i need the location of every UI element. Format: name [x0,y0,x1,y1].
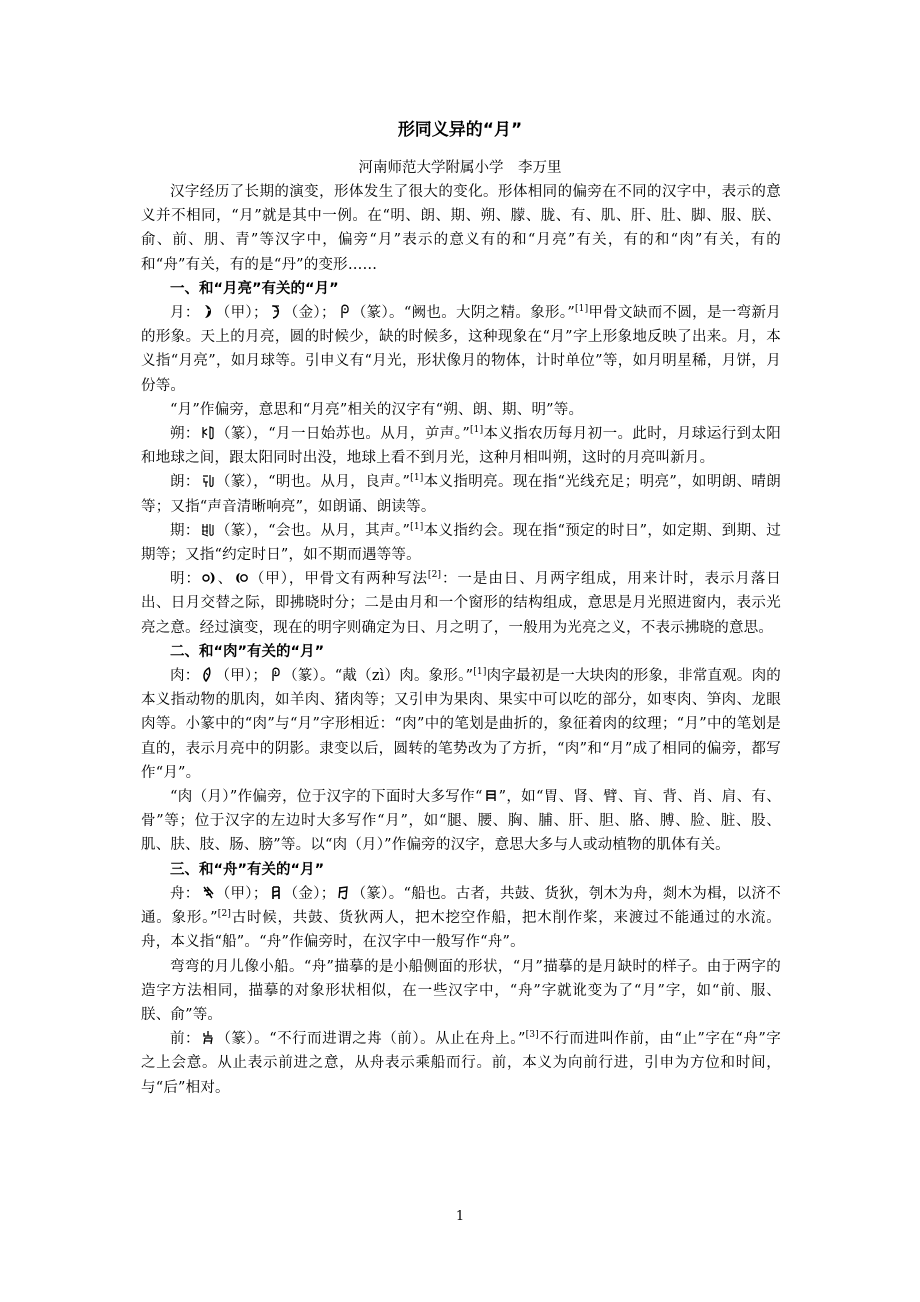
paragraph-rou: 肉： （甲）； （篆）。“胾（zì）肉。象形。”[1]肉字最初是一大块肉的形象，非常直观。肉的本义指动物的肌肉，如羊肉、猪肉等；又引申为果肉、果实中可以吃的部分，如枣肉、笋肉、龙眼肉等。小篆中的“肉”与“月”字形相近：“肉”中的笔划是曲折的，象征着肉的纹理；“月”中的笔划是直的，表示月亮中的阴影。隶变以后，圆转的笔势改为了方折，“肉”和“月”成了相同的偏旁，都写作“月”。 [141,667,781,781]
paragraph-zhou: 舟： （甲）； （金）； （篆）。“船也。古者，共鼓、货狄，刳木为舟，剡木为楫，以济不通。象形。”[2]古时候，共鼓、货狄两人，把木挖空作船，把木削作桨，来渡过不能通过的水流。舟，本义指“船”。“舟”作偏旁时，在汉字中一般写作“舟”。 [141,885,781,951]
document-body [141,180,781,1100]
author-line: 河南师范大学附属小学 李万里 [358,160,562,176]
paragraph-yue: 月： （甲）； （金）； （篆）。“阙也。大阴之精。象形。”[1]甲骨文缺而不圆，是一弯新月的形象。天上的月亮，圆的时候少，缺的时候多，这种现象在“月”字上形象地反映了出来。月，本义指“月亮”，如月球等。引申义有“月光，形状像月的物体，计时单位”等，如月明星稀，月饼，月份等。 [141,304,781,394]
seal-lang-glyph-icon [201,473,215,488]
intro-paragraph: 汉字经历了长期的演变，形体发生了很大的变化。形体相同的偏旁在不同的汉字中，表示的意义并不相同，“月”就是其中一例。在“明、朗、期、朔、朦、胧、有、肌、肝、肚、脚、服、朕、俞、前、朋、青”等汉字中，偏旁“月”表示的意义有的和“月亮”有关，有的和“肉”有关，有的和“舟”有关，有的是“丹”的变形…… [141,184,781,273]
oracle-ming-glyph-b-icon [234,570,248,585]
seal-yue-glyph-icon [337,304,351,319]
paragraph-yue-radical: “月”作偏旁，意思和“月亮”相关的汉字有“朔、朗、期、明”等。 [170,401,584,418]
paragraph-ming: 明： 、 （甲），甲骨文有两种写法[2]：一是由日、月两字组成，用来计时，表示月落日出、日月交替之际，即拂晓时分；二是由月和一个窗形的结构组成，意思是月光照进窗内，表示光亮之意。经过演变，现在的明字则确定为日、月之明了，一般用为光亮之义，不表示拂晓的意思。 [141,570,781,636]
oracle-rou-glyph-icon [200,667,214,682]
oracle-zhou-glyph-icon [201,885,215,900]
oracle-ming-glyph-a-icon [202,570,216,585]
section-1-heading: 一、和“月亮”有关的“月” [170,280,339,297]
page-number: 1 [455,1209,465,1224]
paragraph-qi: 期： （篆），“会也。从月，其声。”[1]本义指约会。现在指“预定的时日”，如定期、到期、过期等；又指“约定时日”，如不期而遇等等。 [141,521,782,564]
seal-rou-glyph-icon [268,667,282,682]
paragraph-rou-radical: “肉（月）”作偏旁，位于汉字的下面时大多写作“ ”，如“胃、肾、臂、肓、背、肖、肩、有、骨”等；位于汉字的左边时大多写作“月”，如“腿、腰、胸、脯、肝、胆、胳、膊、脸、脏、股、肌、肤、肢、肠、膀”等。以“肉（月）”作偏旁的汉字，意思大多与人或动植物的肌体有关。 [141,789,782,854]
seal-qian-glyph-icon [201,1030,215,1045]
seal-qi-glyph-icon [201,522,215,537]
section-2-heading: 二、和“肉”有关的“月” [170,643,325,660]
bronze-zhou-glyph-icon [269,885,283,900]
paragraph-lang: 朗： （篆），“明也。从月，良声。”[1]本义指明亮。现在指“光线充足；明亮”，如明朗、晴朗等；又指“声音清晰响亮”，如朗诵、朗读等。 [141,473,782,515]
seal-zhou-glyph-icon [336,885,350,900]
seal-shuo-glyph-icon [201,425,215,440]
bronze-yue-glyph-icon [269,304,283,319]
rou-bottom-form-glyph-icon [484,788,498,803]
document-title: 形同义异的“月” [397,120,523,140]
oracle-yue-glyph-icon [201,304,215,319]
section-3-heading: 三、和“舟”有关的“月” [170,861,325,878]
paragraph-qian: 前： （篆）。“不行而进谓之歬（前）。从止在舟上。”[3]不行而进叫作前，由“止”字在“舟”字之上会意。从止表示前进之意，从舟表示乘船而行。前，本义为向前行进，引申为方位和时间，与“后”相对。 [141,1030,781,1096]
paragraph-shuo: 朔： （篆），“月一日始苏也。从月，屰声。”[1]本义指农历每月初一。此时，月球运行到太阳和地球之间，跟太阳同时出没，地球上看不到月光，这种月相叫朔，这时的月亮叫新月。 [141,425,782,467]
paragraph-wan: 弯弯的月儿像小船。“舟”描摹的是小船侧面的形状，“月”描摹的是月缺时的样子。由于两字的造字方法相同，描摹的对象形状相似，在一些汉字中，“舟”字就讹变为了“月”字，如“前、服、朕、俞”等。 [141,958,781,1023]
